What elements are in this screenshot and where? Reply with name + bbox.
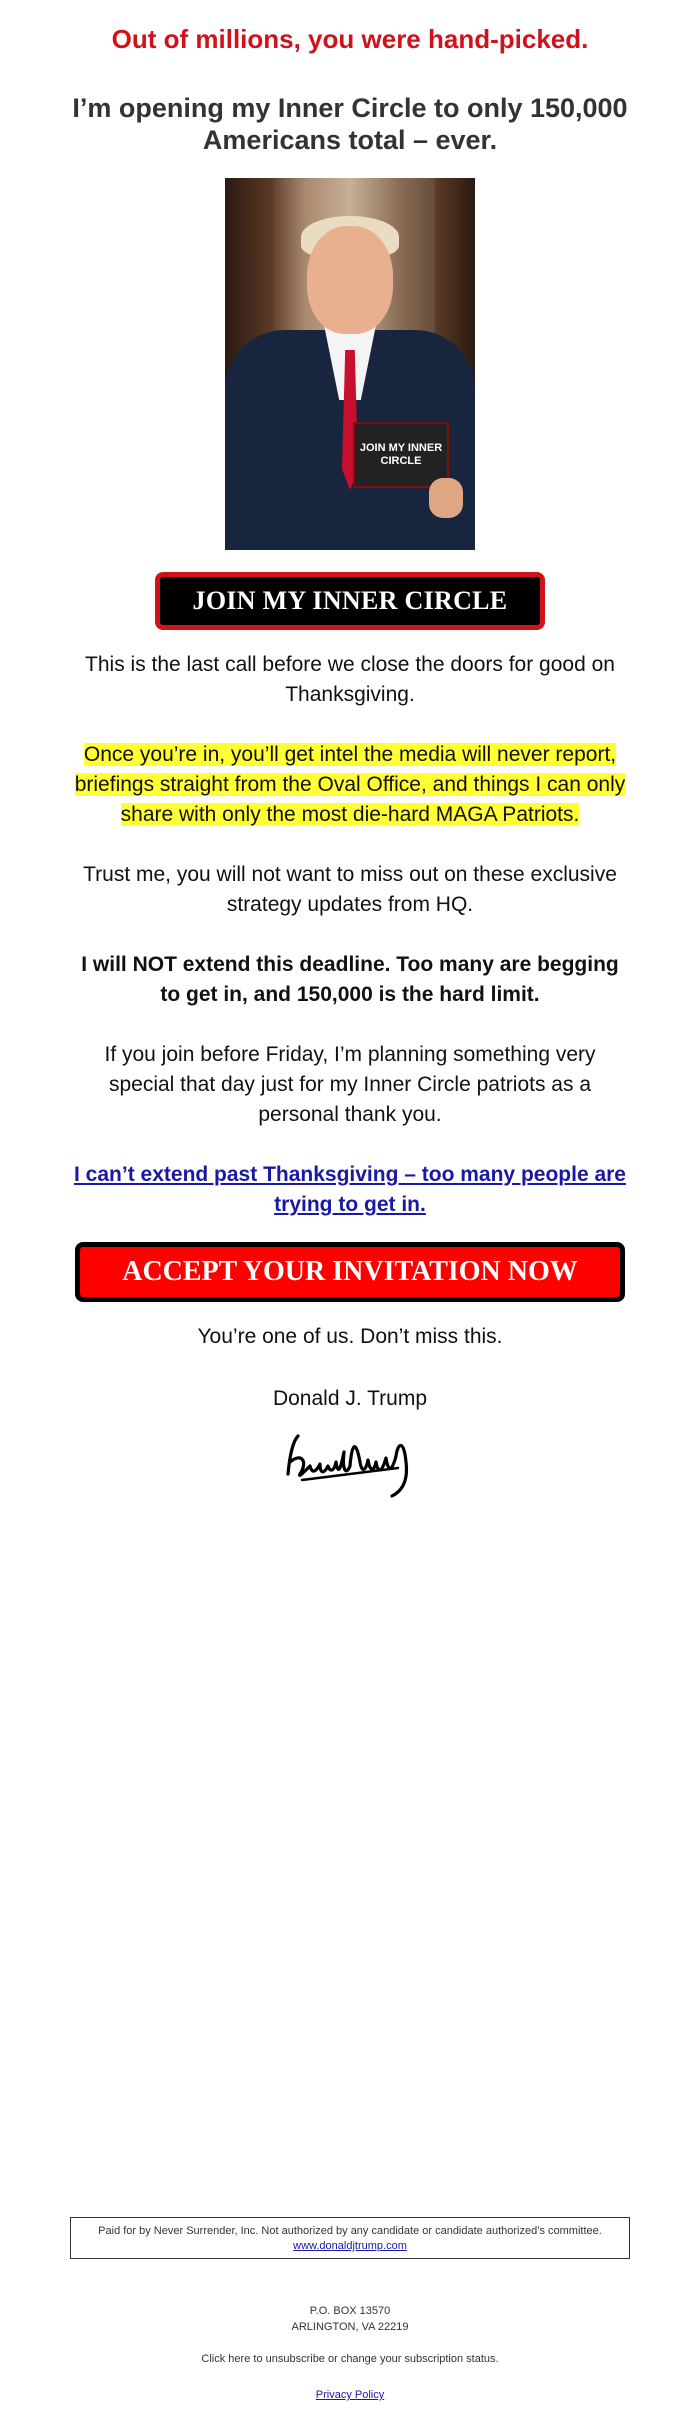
trump-photo[interactable]	[225, 178, 475, 550]
email-body	[70, 24, 630, 1502]
accept-invitation-button[interactable]: ACCEPT YOUR INVITATION NOW	[75, 1242, 625, 1302]
headline-red: Out of millions, you were hand-picked.	[111, 24, 589, 54]
closing-line: You’re one of us. Don’t miss this.	[197, 1325, 503, 1348]
address-line2: ARLINGTON, VA 22219	[291, 2321, 409, 2333]
signature-image	[280, 1422, 420, 1502]
unsubscribe-link[interactable]: Click here to unsubscribe or change your subscription status.	[201, 2353, 499, 2365]
donaldjtrump-link[interactable]: www.donaldjtrump.com	[293, 2240, 407, 2252]
mailing-address	[0, 2303, 700, 2335]
privacy-policy-link[interactable]: Privacy Policy	[315, 2389, 385, 2401]
headline-inner-circle: I’m opening my Inner Circle to only 150,000 Americans total – ever.	[72, 93, 628, 155]
highlighted-text: Once you’re in, you’ll get intel the media will never report, briefings straight from the Oval Office, and things I can only share with only the most die-hard MAGA Patriots.	[74, 743, 626, 826]
deadline-paragraph: I will NOT extend this deadline. Too many are begging to get in, and 150,000 is the hard limit.	[81, 953, 619, 1006]
unsubscribe-line	[0, 2351, 700, 2367]
paid-for-disclaimer	[70, 2217, 630, 2259]
privacy-line	[0, 2387, 700, 2403]
signer-name: Donald J. Trump	[272, 1387, 428, 1410]
thanksgiving-link[interactable]: I can’t extend past Thanksgiving – too many people are trying to get in.	[74, 1163, 626, 1216]
inner-circle-card: JOIN MY INNER CIRCLE	[353, 422, 449, 488]
hand	[429, 478, 463, 518]
friday-paragraph: If you join before Friday, I’m planning something very special that day just for my Inner Circle patriots as a personal thank you.	[104, 1043, 596, 1126]
trust-paragraph: Trust me, you will not want to miss out on these exclusive strategy updates from HQ.	[83, 863, 617, 916]
address-line1: P.O. BOX 13570	[309, 2305, 391, 2317]
last-call-paragraph: This is the last call before we close the doors for good on Thanksgiving.	[85, 653, 615, 706]
join-inner-circle-button[interactable]: JOIN MY INNER CIRCLE	[155, 572, 545, 630]
disclaimer-text: Paid for by Never Surrender, Inc. Not authorized by any candidate or candidate authorized’s committee.	[98, 2225, 602, 2237]
face	[307, 226, 393, 334]
highlight-paragraph	[70, 740, 630, 830]
link-paragraph	[70, 1160, 630, 1220]
